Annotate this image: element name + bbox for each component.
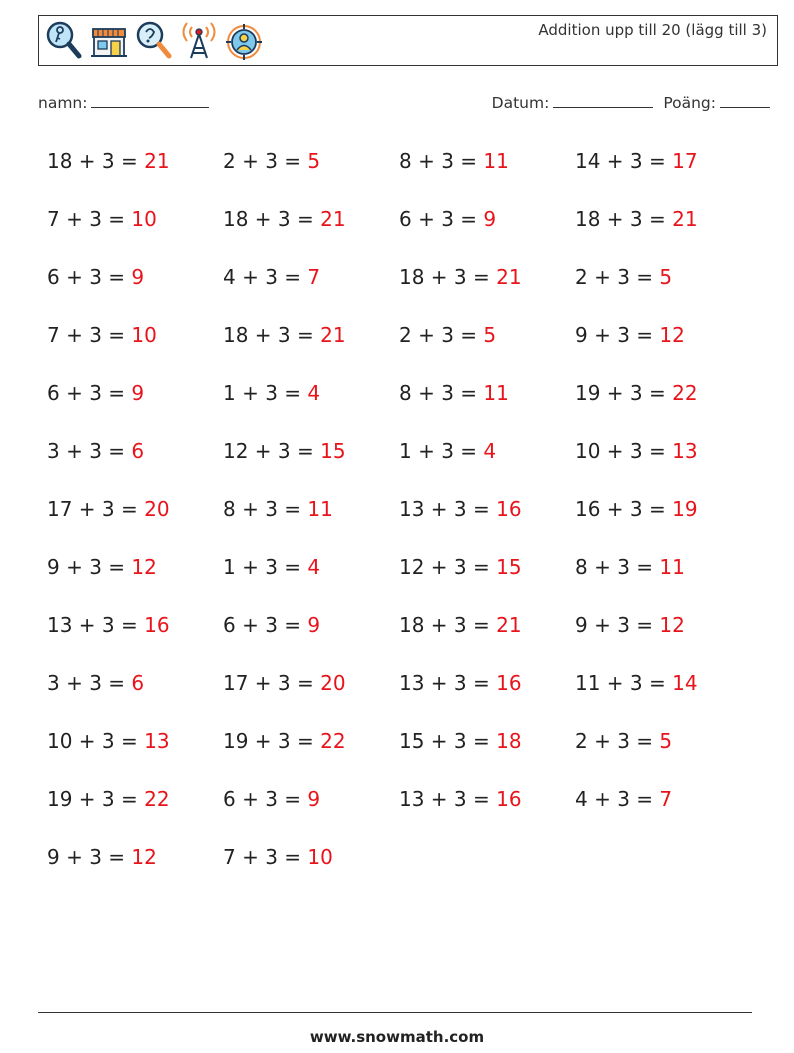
problem-question: 2 + 3 = bbox=[223, 149, 308, 173]
problem-answer: 11 bbox=[483, 149, 509, 173]
problem-question: 18 + 3 = bbox=[399, 265, 497, 289]
problem-item bbox=[575, 490, 751, 548]
problem-question: 2 + 3 = bbox=[399, 323, 484, 347]
problem-item bbox=[47, 606, 223, 664]
problem-item bbox=[575, 258, 751, 316]
problem-question: 13 + 3 = bbox=[47, 613, 145, 637]
problem-item bbox=[575, 316, 751, 374]
date-score-fields bbox=[492, 92, 770, 112]
problem-item bbox=[399, 316, 575, 374]
problem-question: 10 + 3 = bbox=[47, 729, 145, 753]
problem-item bbox=[399, 548, 575, 606]
problem-question: 1 + 3 = bbox=[399, 439, 484, 463]
problem-answer: 20 bbox=[320, 671, 346, 695]
problem-question: 8 + 3 = bbox=[575, 555, 660, 579]
problem-answer: 6 bbox=[131, 671, 145, 695]
problem-question: 13 + 3 = bbox=[399, 787, 497, 811]
problem-question: 19 + 3 = bbox=[223, 729, 321, 753]
problem-question: 13 + 3 = bbox=[399, 671, 497, 695]
problem-answer: 13 bbox=[144, 729, 170, 753]
problem-answer: 6 bbox=[131, 439, 145, 463]
problem-question: 1 + 3 = bbox=[223, 381, 308, 405]
problem-question: 6 + 3 = bbox=[47, 265, 132, 289]
problem-item bbox=[47, 142, 223, 200]
problem-answer: 14 bbox=[672, 671, 698, 695]
problem-item bbox=[47, 780, 223, 838]
name-field bbox=[38, 92, 209, 112]
problem-answer: 5 bbox=[659, 729, 673, 753]
footer-divider bbox=[38, 1012, 752, 1013]
problem-question: 9 + 3 = bbox=[575, 323, 660, 347]
problem-question: 15 + 3 = bbox=[399, 729, 497, 753]
problem-answer: 18 bbox=[496, 729, 522, 753]
problem-item bbox=[223, 664, 399, 722]
problem-question: 3 + 3 = bbox=[47, 671, 132, 695]
problem-item bbox=[223, 606, 399, 664]
problem-answer: 12 bbox=[659, 323, 685, 347]
problem-question: 7 + 3 = bbox=[47, 207, 132, 231]
problem-answer: 12 bbox=[131, 845, 157, 869]
name-label: namn: bbox=[38, 94, 88, 112]
problem-question: 1 + 3 = bbox=[223, 555, 308, 579]
problem-item bbox=[575, 142, 751, 200]
problem-item bbox=[223, 258, 399, 316]
problem-item bbox=[399, 258, 575, 316]
problem-item bbox=[575, 664, 751, 722]
problem-answer: 12 bbox=[659, 613, 685, 637]
problem-question: 2 + 3 = bbox=[575, 729, 660, 753]
problem-answer: 11 bbox=[483, 381, 509, 405]
problem-question: 17 + 3 = bbox=[223, 671, 321, 695]
worksheet-header bbox=[38, 15, 778, 66]
problem-answer: 21 bbox=[496, 613, 522, 637]
problem-question: 17 + 3 = bbox=[47, 497, 145, 521]
user-target-icon bbox=[225, 20, 263, 62]
problem-item bbox=[399, 722, 575, 780]
name-blank[interactable] bbox=[91, 92, 209, 108]
problem-item bbox=[575, 780, 751, 838]
problem-answer: 10 bbox=[131, 207, 157, 231]
problem-item bbox=[47, 200, 223, 258]
problem-item bbox=[223, 432, 399, 490]
problem-question: 14 + 3 = bbox=[575, 149, 673, 173]
problem-answer: 10 bbox=[131, 323, 157, 347]
header-icons bbox=[45, 20, 263, 62]
problem-item bbox=[575, 200, 751, 258]
problem-answer: 7 bbox=[307, 265, 321, 289]
problem-item bbox=[223, 722, 399, 780]
radio-tower-icon bbox=[180, 20, 218, 62]
problem-item bbox=[399, 142, 575, 200]
date-blank[interactable] bbox=[553, 92, 653, 108]
problem-answer: 4 bbox=[307, 555, 321, 579]
problem-answer: 5 bbox=[483, 323, 497, 347]
problem-item bbox=[47, 664, 223, 722]
problem-item bbox=[575, 548, 751, 606]
problem-question: 9 + 3 = bbox=[575, 613, 660, 637]
problem-question: 11 + 3 = bbox=[575, 671, 673, 695]
problem-question: 18 + 3 = bbox=[223, 323, 321, 347]
problem-answer: 9 bbox=[131, 381, 145, 405]
problem-item bbox=[575, 722, 751, 780]
problem-item bbox=[223, 374, 399, 432]
problem-item bbox=[399, 432, 575, 490]
problem-answer: 17 bbox=[672, 149, 698, 173]
problem-grid bbox=[47, 142, 751, 896]
worksheet-title: Addition upp till 20 (lägg till 3) bbox=[538, 21, 767, 39]
problem-item bbox=[47, 490, 223, 548]
problem-answer: 21 bbox=[320, 323, 346, 347]
problem-answer: 9 bbox=[307, 613, 321, 637]
problem-question: 8 + 3 = bbox=[399, 381, 484, 405]
problem-answer: 16 bbox=[496, 787, 522, 811]
problem-answer: 15 bbox=[320, 439, 346, 463]
problem-item bbox=[47, 316, 223, 374]
problem-question: 12 + 3 = bbox=[223, 439, 321, 463]
problem-answer: 13 bbox=[672, 439, 698, 463]
problem-question: 6 + 3 = bbox=[223, 787, 308, 811]
problem-question: 18 + 3 = bbox=[399, 613, 497, 637]
problem-question: 2 + 3 = bbox=[575, 265, 660, 289]
problem-item bbox=[223, 142, 399, 200]
problem-item bbox=[575, 374, 751, 432]
problem-question: 8 + 3 = bbox=[223, 497, 308, 521]
problem-item bbox=[223, 200, 399, 258]
key-magnifier-icon bbox=[45, 20, 83, 62]
problem-answer: 16 bbox=[496, 671, 522, 695]
problem-item bbox=[399, 664, 575, 722]
problem-item bbox=[399, 606, 575, 664]
problem-item bbox=[47, 258, 223, 316]
problem-item bbox=[223, 490, 399, 548]
problem-question: 19 + 3 = bbox=[47, 787, 145, 811]
problem-answer: 12 bbox=[131, 555, 157, 579]
problem-answer: 9 bbox=[483, 207, 497, 231]
problem-question: 6 + 3 = bbox=[223, 613, 308, 637]
problem-question: 4 + 3 = bbox=[223, 265, 308, 289]
problem-question: 18 + 3 = bbox=[47, 149, 145, 173]
problem-item bbox=[575, 606, 751, 664]
problem-question: 3 + 3 = bbox=[47, 439, 132, 463]
problem-question: 7 + 3 = bbox=[47, 323, 132, 347]
problem-question: 18 + 3 = bbox=[223, 207, 321, 231]
problem-question: 19 + 3 = bbox=[575, 381, 673, 405]
problem-item bbox=[399, 780, 575, 838]
problem-answer: 21 bbox=[320, 207, 346, 231]
problem-question: 12 + 3 = bbox=[399, 555, 497, 579]
problem-question: 13 + 3 = bbox=[399, 497, 497, 521]
footer-url: www.snowmath.com bbox=[309, 1028, 485, 1046]
storefront-icon bbox=[90, 20, 128, 62]
problem-answer: 10 bbox=[307, 845, 333, 869]
student-info-row bbox=[38, 92, 770, 116]
problem-answer: 15 bbox=[496, 555, 522, 579]
problem-answer: 21 bbox=[672, 207, 698, 231]
problem-answer: 9 bbox=[131, 265, 145, 289]
problem-question: 6 + 3 = bbox=[47, 381, 132, 405]
problem-item bbox=[399, 374, 575, 432]
problem-item bbox=[47, 722, 223, 780]
problem-item bbox=[47, 432, 223, 490]
problem-question: 9 + 3 = bbox=[47, 845, 132, 869]
problem-answer: 22 bbox=[144, 787, 170, 811]
problem-answer: 11 bbox=[307, 497, 333, 521]
problem-answer: 22 bbox=[672, 381, 698, 405]
problem-question: 8 + 3 = bbox=[399, 149, 484, 173]
problem-item bbox=[399, 200, 575, 258]
score-label: Poäng: bbox=[663, 94, 716, 112]
problem-item bbox=[223, 838, 399, 896]
problem-answer: 4 bbox=[307, 381, 321, 405]
problem-item bbox=[223, 780, 399, 838]
problem-question: 6 + 3 = bbox=[399, 207, 484, 231]
score-blank[interactable] bbox=[720, 92, 770, 108]
problem-question: 10 + 3 = bbox=[575, 439, 673, 463]
problem-answer: 22 bbox=[320, 729, 346, 753]
date-label: Datum: bbox=[491, 94, 550, 112]
problem-answer: 20 bbox=[144, 497, 170, 521]
problem-answer: 4 bbox=[483, 439, 497, 463]
problem-item bbox=[223, 548, 399, 606]
problem-answer: 5 bbox=[307, 149, 321, 173]
problem-question: 9 + 3 = bbox=[47, 555, 132, 579]
problem-answer: 5 bbox=[659, 265, 673, 289]
problem-answer: 21 bbox=[144, 149, 170, 173]
problem-answer: 16 bbox=[496, 497, 522, 521]
problem-item bbox=[47, 548, 223, 606]
search-magnifier-icon bbox=[135, 20, 173, 62]
problem-answer: 9 bbox=[307, 787, 321, 811]
problem-item bbox=[223, 316, 399, 374]
problem-answer: 11 bbox=[659, 555, 685, 579]
problem-question: 4 + 3 = bbox=[575, 787, 660, 811]
problem-answer: 16 bbox=[144, 613, 170, 637]
problem-item bbox=[47, 838, 223, 896]
problem-answer: 19 bbox=[672, 497, 698, 521]
problem-question: 7 + 3 = bbox=[223, 845, 308, 869]
problem-item bbox=[575, 432, 751, 490]
problem-item bbox=[399, 490, 575, 548]
problem-answer: 7 bbox=[659, 787, 673, 811]
problem-answer: 21 bbox=[496, 265, 522, 289]
problem-item bbox=[47, 374, 223, 432]
problem-question: 16 + 3 = bbox=[575, 497, 673, 521]
problem-question: 18 + 3 = bbox=[575, 207, 673, 231]
